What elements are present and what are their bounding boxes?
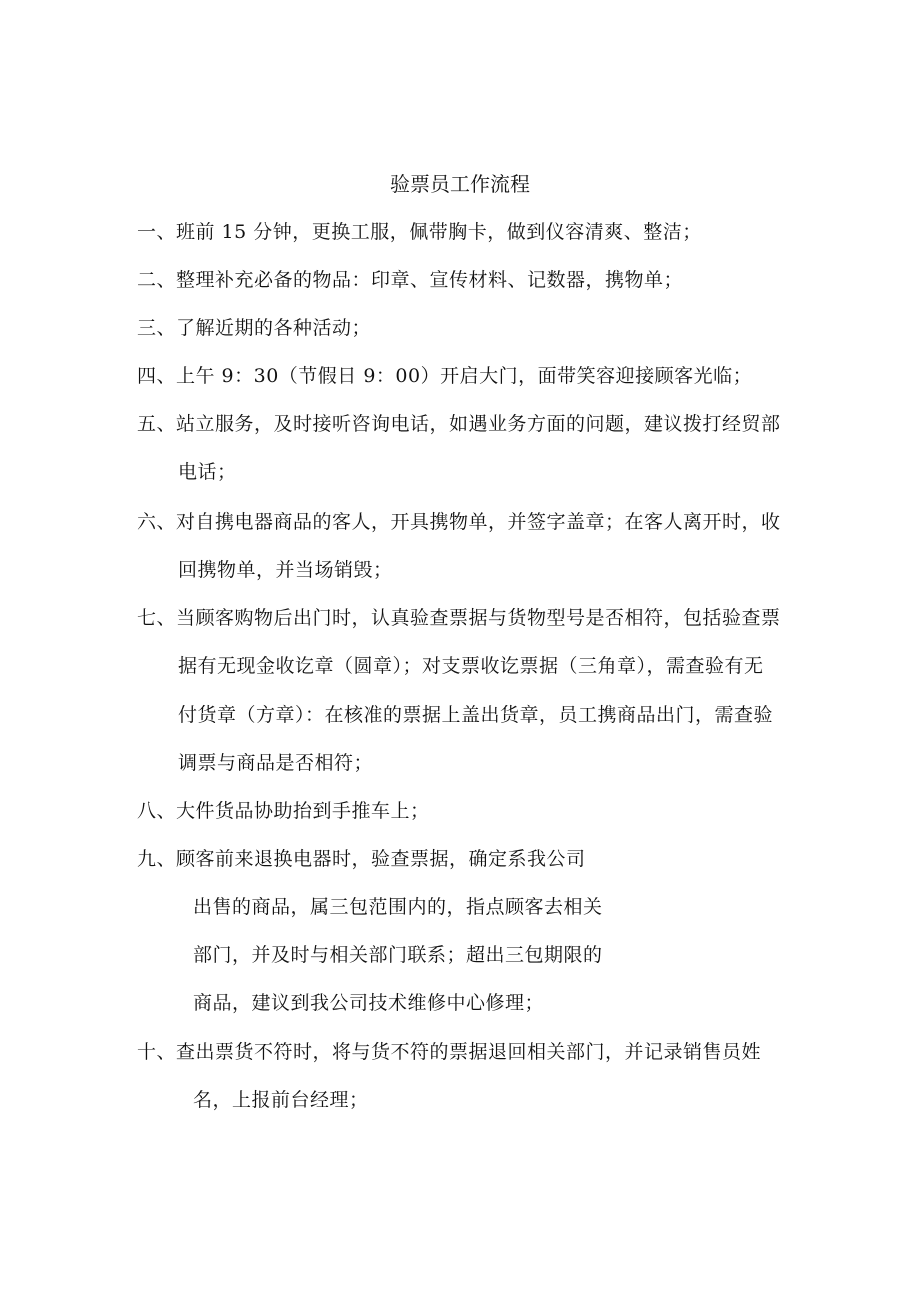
step-9-line-4: 商品，建议到我公司技术维修中心修理； — [193, 992, 545, 1014]
step-7-line-1: 七、当顾客购物后出门时，认真验查票据与货物型号是否相符，包括验查票 — [137, 607, 781, 629]
step-7-line-4: 调票与商品是否相符； — [178, 752, 374, 774]
step-9-line-2: 出售的商品，属三包范围内的，指点顾客去相关 — [193, 896, 603, 918]
step-9-line-3: 部门，并及时与相关部门联系；超出三包期限的 — [193, 944, 603, 966]
step-1-line-1: 一、班前 15 分钟，更换工服，佩带胸卡，做到仪容清爽、整洁； — [137, 221, 702, 243]
step-4-line-1: 四、上午 9：30（节假日 9：00）开启大门，面带笑容迎接顾客光临； — [137, 365, 753, 387]
step-10-line-1: 十、查出票货不符时，将与货不符的票据退回相关部门，并记录销售员姓 — [137, 1041, 762, 1063]
step-6-line-1: 六、对自携电器商品的客人，开具携物单，并签字盖章；在客人离开时，收 — [137, 511, 781, 533]
step-9-line-1: 九、顾客前来退换电器时，验查票据，确定系我公司 — [137, 848, 586, 870]
step-5-line-2: 电话； — [178, 461, 237, 483]
step-3-line-1: 三、了解近期的各种活动； — [137, 317, 372, 339]
page-title: 验票员工作流程 — [390, 172, 530, 196]
step-6-line-2: 回携物单，并当场销毁； — [178, 559, 393, 581]
step-5-line-1: 五、站立服务，及时接听咨询电话，如遇业务方面的问题，建议拨打经贸部 — [137, 413, 781, 435]
step-8-line-1: 八、大件货品协助抬到手推车上； — [137, 800, 430, 822]
step-7-line-2: 据有无现金收讫章（圆章）；对支票收讫票据（三角章），需查验有无 — [178, 655, 764, 677]
step-2-line-1: 二、整理补充必备的物品：印章、宣传材料、记数器，携物单； — [137, 269, 684, 291]
step-7-line-3: 付货章（方章）：在核准的票据上盖出货章，员工携商品出门，需查验 — [178, 704, 774, 726]
step-10-line-2: 名，上报前台经理； — [193, 1089, 369, 1111]
